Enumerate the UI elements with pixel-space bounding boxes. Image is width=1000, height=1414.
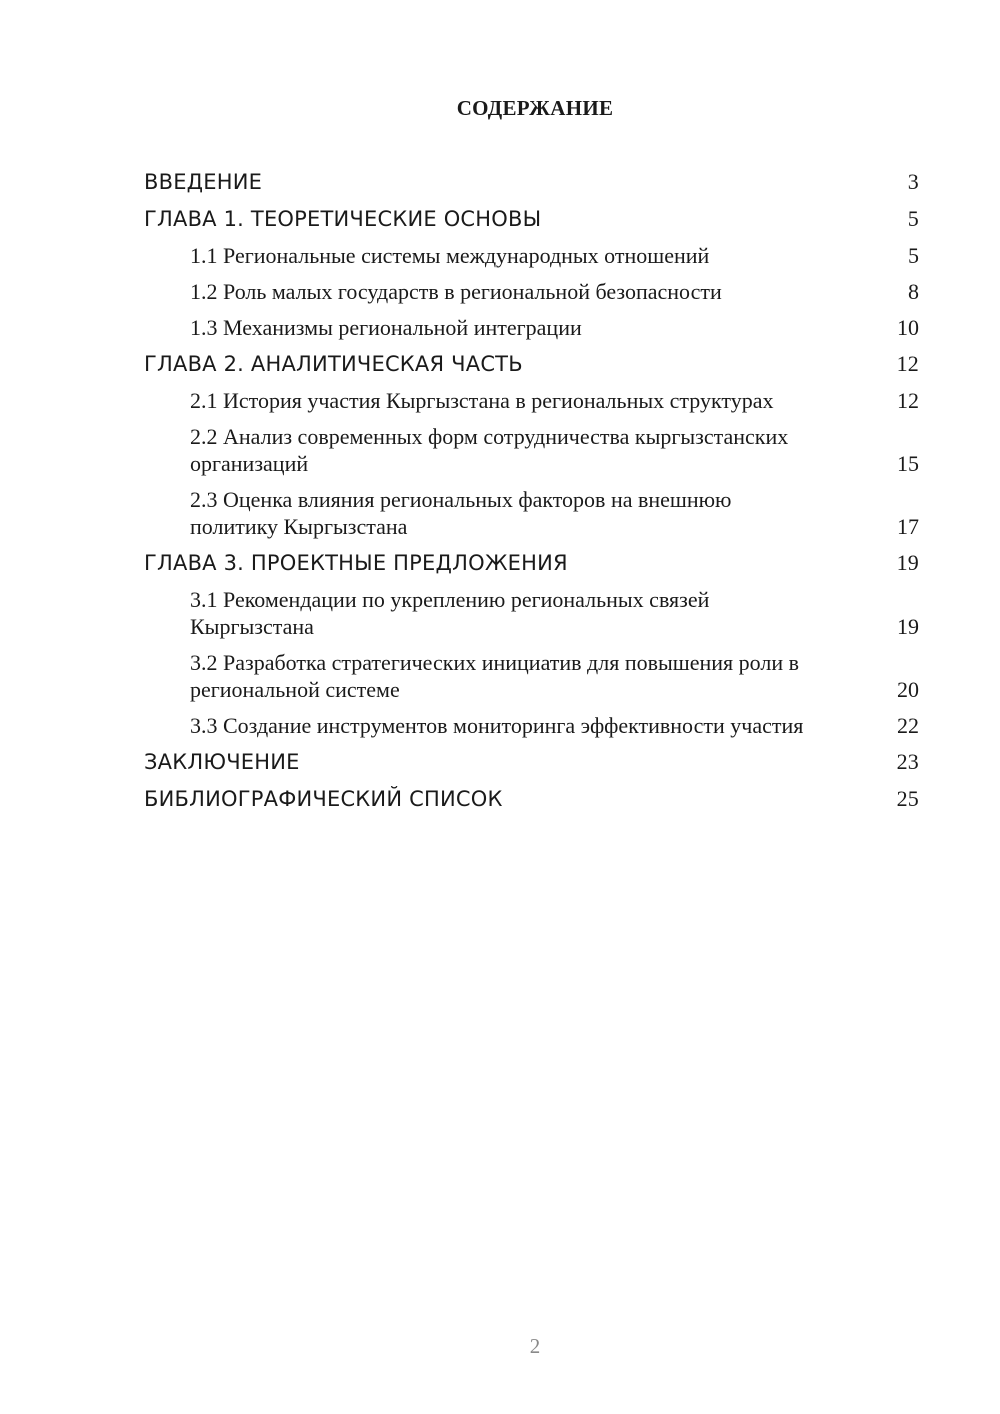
toc-entry-section-3-3[interactable]: [144, 712, 919, 739]
toc-entry-section-1-3[interactable]: [144, 314, 919, 341]
toc-entry-section-1-2[interactable]: [144, 278, 919, 305]
toc-entry-label: 3.3 Создание инструментов мониторинга эффективности участия: [190, 713, 804, 738]
toc-entry-label: 3.2 Разработка стратегических инициатив для повышения роли в региональной системе: [190, 650, 800, 702]
toc-entry-section-2-1[interactable]: [144, 387, 919, 414]
toc-entry-page: 22: [897, 713, 919, 738]
toc-entry-label: ГЛАВА 1. ТЕОРЕТИЧЕСКИЕ ОСНОВЫ: [144, 207, 542, 231]
toc-entry-introduction[interactable]: [144, 168, 919, 196]
toc-entry-page: 20: [897, 677, 919, 702]
toc-entry-label: ЗАКЛЮЧЕНИЕ: [144, 750, 300, 774]
toc-entry-section-2-3[interactable]: [144, 486, 919, 540]
toc-entry-page: 5: [908, 243, 919, 268]
toc-entry-label: 3.1 Рекомендации по укреплению региональных связей Кыргызстана: [190, 587, 710, 639]
toc-entry-conclusion[interactable]: [144, 748, 919, 776]
toc-entry-page: 23: [896, 749, 919, 774]
toc-entry-section-1-1[interactable]: [144, 242, 919, 269]
toc-entry-page: 15: [897, 451, 919, 476]
toc-entry-label: 1.3 Механизмы региональной интеграции: [190, 315, 582, 340]
table-of-contents: [144, 168, 919, 822]
toc-entry-bibliography[interactable]: [144, 785, 919, 813]
toc-entry-label: БИБЛИОГРАФИЧЕСКИЙ СПИСОК: [144, 787, 503, 811]
toc-entry-page: 12: [897, 388, 919, 413]
toc-entry-chapter-2[interactable]: [144, 350, 919, 378]
toc-entry-page: 3: [907, 169, 919, 194]
toc-entry-label: ГЛАВА 2. АНАЛИТИЧЕСКАЯ ЧАСТЬ: [144, 352, 523, 376]
toc-entry-page: 10: [897, 315, 919, 340]
toc-entry-section-3-2[interactable]: [144, 649, 919, 703]
toc-entry-page: 5: [907, 206, 919, 231]
toc-entry-chapter-3[interactable]: [144, 549, 919, 577]
toc-entry-page: 25: [896, 786, 919, 811]
toc-entry-label: 1.2 Роль малых государств в региональной безопасности: [190, 279, 722, 304]
toc-entry-page: 19: [897, 614, 919, 639]
toc-entry-page: 17: [897, 514, 919, 539]
toc-entry-label: 2.1 История участия Кыргызстана в региональных структурах: [190, 388, 774, 413]
toc-entry-page: 12: [896, 351, 919, 376]
toc-entry-section-3-1[interactable]: [144, 586, 919, 640]
toc-entry-label: 1.1 Региональные системы международных отношений: [190, 243, 710, 268]
toc-entry-label: ВВЕДЕНИЕ: [144, 170, 263, 194]
toc-entry-page: 19: [896, 550, 919, 575]
toc-entry-page: 8: [908, 279, 919, 304]
toc-entry-section-2-2[interactable]: [144, 423, 919, 477]
toc-entry-label: 2.3 Оценка влияния региональных факторов на внешнюю политику Кыргызстана: [190, 487, 732, 539]
toc-entry-label: ГЛАВА 3. ПРОЕКТНЫЕ ПРЕДЛОЖЕНИЯ: [144, 551, 568, 575]
toc-entry-label: 2.2 Анализ современных форм сотрудничества кыргызстанских организаций: [190, 424, 789, 476]
page-number: 2: [529, 1334, 541, 1358]
toc-title: СОДЕРЖАНИЕ: [456, 96, 614, 120]
toc-entry-chapter-1[interactable]: [144, 205, 919, 233]
